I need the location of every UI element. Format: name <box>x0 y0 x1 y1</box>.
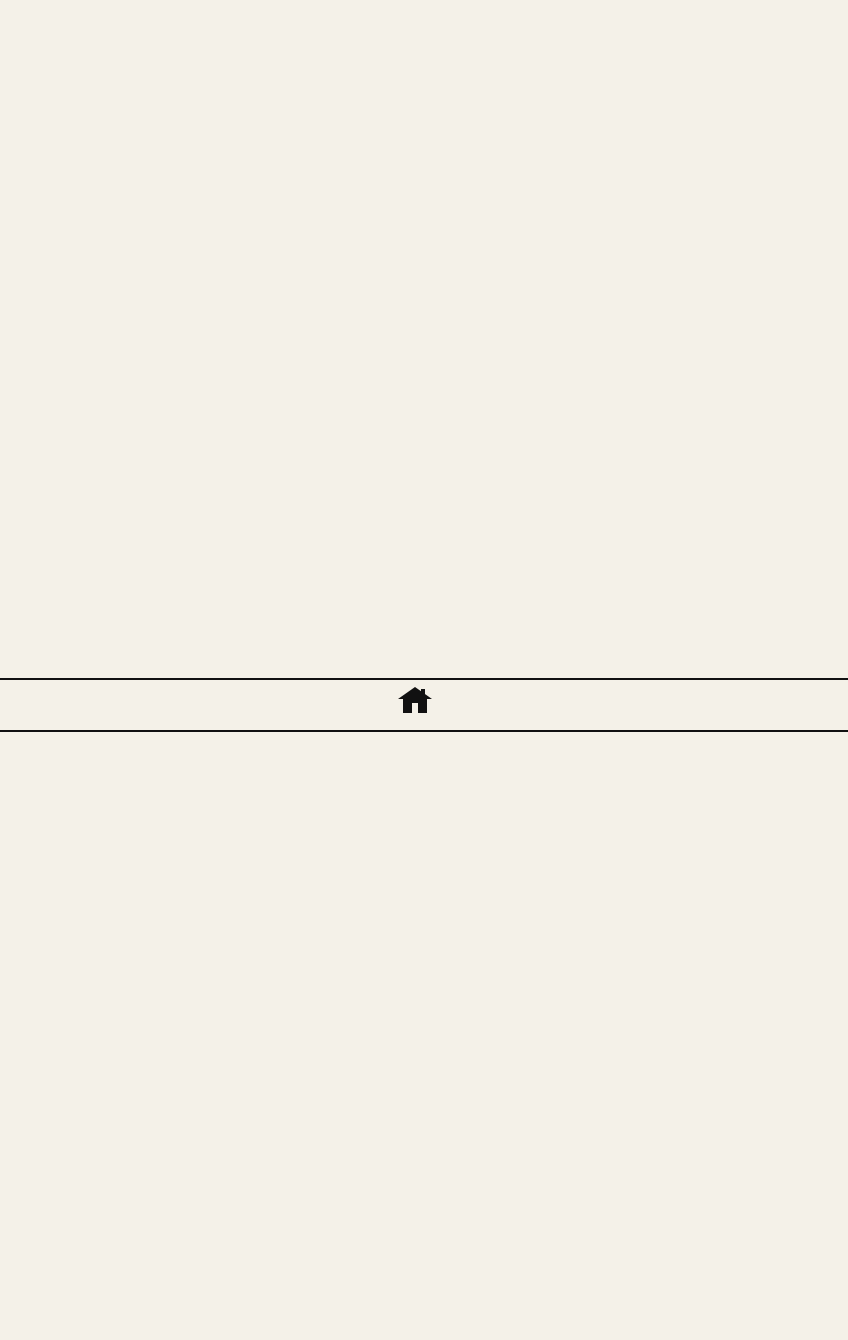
page-masthead <box>0 0 848 14</box>
home-service-guide-banner <box>0 678 848 732</box>
help-wanted-section <box>0 16 848 678</box>
house-icon <box>395 684 435 714</box>
service-guide-section <box>0 734 848 1334</box>
banner-deadlines <box>0 718 848 727</box>
